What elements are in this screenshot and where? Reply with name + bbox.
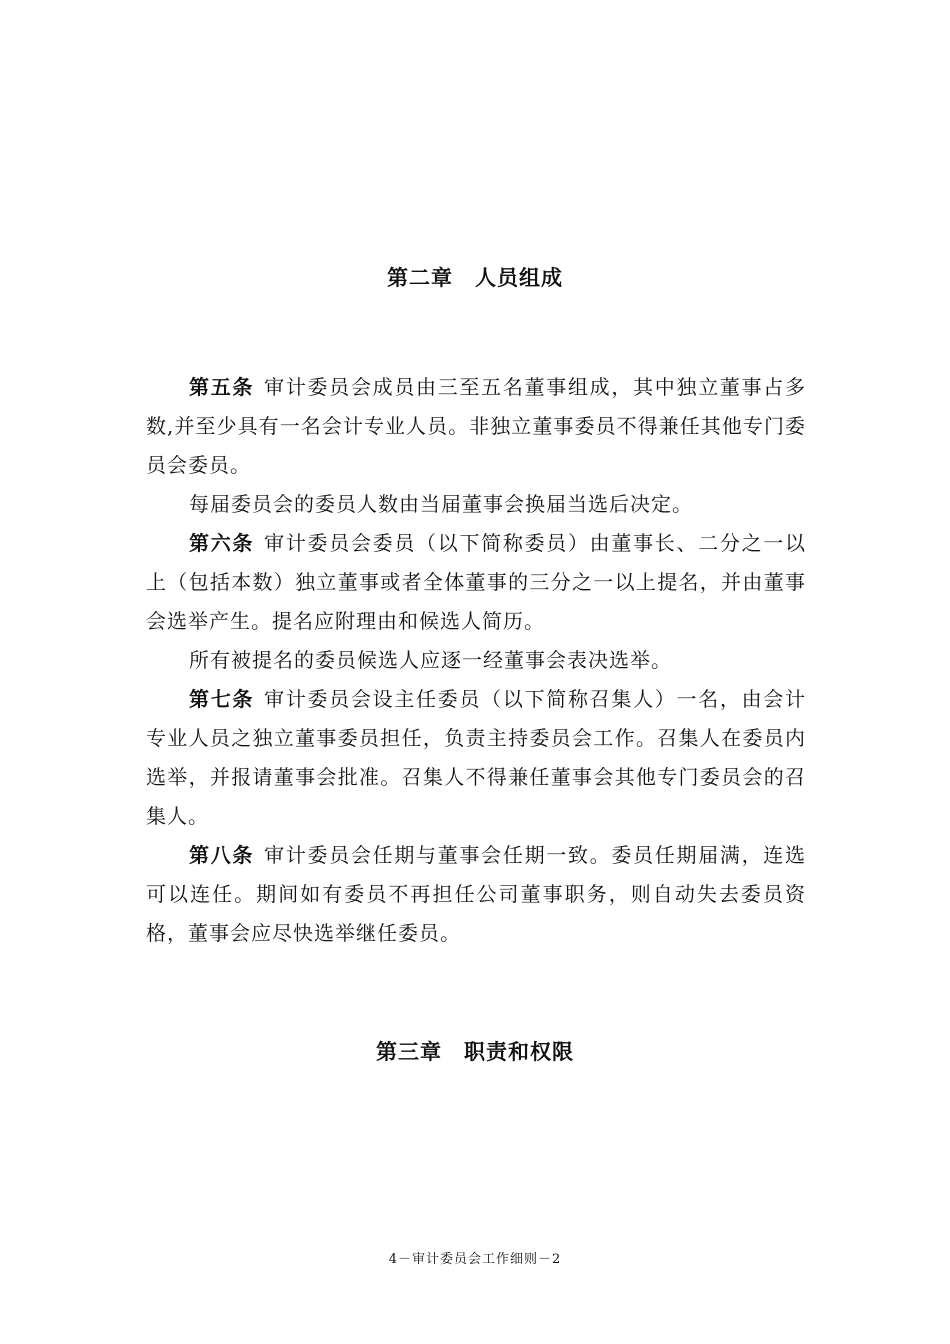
article-label: 第六条 xyxy=(189,531,255,555)
article-text: 审计委员会成员由三至五名董事组成，其中独立董事占多数,并至少具有一名会计专业人员。非独立董事委员不得兼任其他专门委员会委员。 xyxy=(146,375,807,477)
article-label: 第七条 xyxy=(189,687,255,711)
article-text: 审计委员会任期与董事会任期一致。委员任期届满，连选可以连任。期间如有委员不再担任公司董事职务，则自动失去委员资格，董事会应尽快选举继任委员。 xyxy=(146,843,807,945)
article-label: 第五条 xyxy=(189,375,255,399)
article-7 xyxy=(146,680,806,836)
article-body xyxy=(146,368,806,953)
chapter-3-number: 第三章 xyxy=(376,1040,442,1064)
article-5-paragraph-2 xyxy=(146,485,806,524)
chapter-2-title: 人员组成 xyxy=(475,266,563,290)
chapter-2-number: 第二章 xyxy=(387,266,453,290)
chapter-3-heading xyxy=(0,1036,950,1066)
chapter-2-heading xyxy=(0,262,950,292)
article-8 xyxy=(146,836,806,953)
article-text: 审计委员会委员（以下简称委员）由董事长、二分之一以上（包括本数）独立董事或者全体董事的三分之一以上提名，并由董事会选举产生。提名应附理由和候选人简历。 xyxy=(146,531,807,633)
chapter-3-title: 职责和权限 xyxy=(464,1040,574,1064)
article-6-paragraph-2 xyxy=(146,641,806,680)
article-5 xyxy=(146,368,806,485)
article-label: 第八条 xyxy=(189,843,255,867)
article-6 xyxy=(146,524,806,641)
article-text: 审计委员会设主任委员（以下简称召集人）一名，由会计专业人员之独立董事委员担任，负责主持委员会工作。召集人在委员内选举，并报请董事会批准。召集人不得兼任董事会其他专门委员会的召集人。 xyxy=(146,687,807,828)
paragraph-text: 每届委员会的委员人数由当届董事会换届当选后决定。 xyxy=(189,492,693,516)
page-footer: 4－审计委员会工作细则－2 xyxy=(388,1252,562,1267)
paragraph-text: 所有被提名的委员候选人应逐一经董事会表决选举。 xyxy=(189,648,672,672)
